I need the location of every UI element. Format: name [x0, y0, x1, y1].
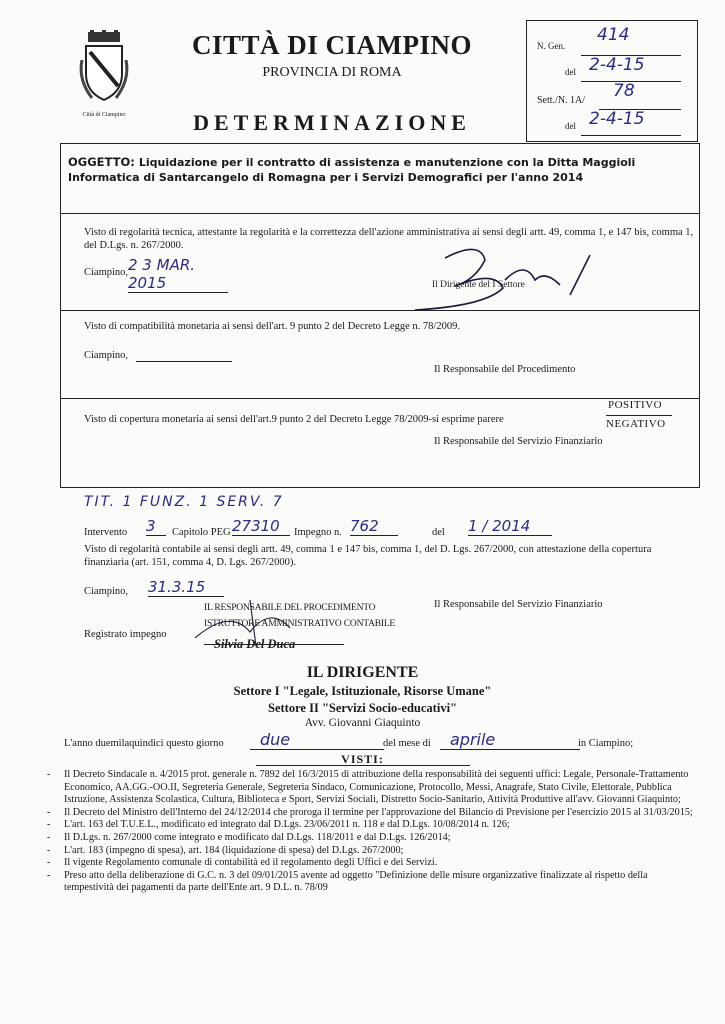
list-item: - L'art. 163 del T.U.E.L., modificato ed integrato dal D.Lgs. 23/06/2011 n. 118 e dal D.Lgs. 10/08/2014 n. 126; [47, 819, 510, 831]
compat-place: Ciampino, [84, 350, 129, 361]
tecnica-text: Visto di regolarità tecnica, attestante la regolarità e la correttezza dell'azione amministrativa ai sensi degli artt. 49, comma 1, e 147 bis, comma 1, del D.Lgs. n. 267/2000. [84, 227, 694, 251]
titolo-funzione-servizio: TIT. 1 FUNZ. 1 SERV. 7 [84, 494, 284, 510]
city-crest-logo [78, 30, 130, 108]
del1-label: del [565, 67, 576, 77]
capitolo-label: Capitolo PEG [172, 527, 231, 538]
list-item: - Preso atto della deliberazione di G.C. n. 3 del 09/01/2015 avente ad oggetto "Definizione delle misure organizzative finalizzate al rispetto della tempestività dei pagamenti da parte dell'Ente art. 9 D.L. n. 78/09 [47, 869, 648, 894]
del1-value: 2-4-15 [589, 55, 645, 75]
settore2: Settore II "Servizi Socio-educativi" [268, 701, 457, 715]
funzionario-signature [190, 598, 340, 650]
intervento-label: Intervento [84, 527, 128, 538]
giorno-value: due [250, 730, 384, 750]
mese-value: aprile [440, 730, 580, 750]
dirigente-signature [385, 240, 605, 320]
oggetto-text: Liquidazione per il contratto di assistenza e manutenzione con la Ditta Maggioli Informatica di Santarcangelo di Romagna per i Servizi Demografici per l'anno 2014 [68, 156, 636, 184]
avv-name: Avv. Giovanni Giaquinto [304, 717, 421, 729]
del2-label: del [565, 121, 576, 131]
tecnica-date: 2 3 MAR. 2015 [128, 256, 228, 293]
stamp-responsabile: IL RESPONSABILE DEL PROCEDIMENTO [204, 603, 376, 613]
impegno-label: Impegno n. [294, 527, 342, 538]
impegno-del-value: 1 / 2014 [468, 517, 552, 536]
registrato-impegno-label: Registrato impegno [84, 629, 167, 640]
intervento-value: 3 [146, 517, 166, 536]
contabile-signer: Il Responsabile del Servizio Finanziario [434, 599, 603, 610]
sett-value: 78 [613, 81, 635, 101]
list-item: - Il Decreto Sindacale n. 4/2015 prot. generale n. 7892 del 16/3/2015 di attribuzione della responsabilità dei seguenti uffici: Legale, Personale-Trattamento Economico, AA.GG.-OO.II, Segreteria Generale, Segreteria Sindaco, Comunicazione, Protocollo, Messi, Anagrafe, Stato Civile, Elettorale, Pubblica Istruzione, Assistenza Scolastica, Cultura, Biblioteca e Sport, Servizi Sociali, Distretto Socio-Sanitario, Attività Produttive all'avv. Giovanni Giaquinto; [47, 769, 689, 806]
contabile-date: 31.3.15 [148, 578, 224, 597]
oggetto-label: OGGETTO: [68, 155, 135, 169]
tecnica-signer: Il Dirigente del I Settore [432, 280, 525, 290]
del2-value: 2-4-15 [589, 109, 645, 129]
ngen-label: N. Gen. [537, 41, 566, 51]
luogo-text: in Ciampino; [578, 738, 634, 749]
registry-box [526, 20, 698, 142]
list-item: - Il vigente Regolamento comunale di contabilità ed il regolamento degli Uffici e dei Servizi. [47, 857, 438, 869]
contabile-place: Ciampino, [84, 586, 129, 597]
city-title: CITTÀ DI CIAMPINO [191, 30, 473, 60]
compat-text: Visto di compatibilità monetaria ai sensi dell'art. 9 punto 2 del Decreto Legge n. 78/2009. [84, 321, 460, 332]
copertura-signer: Il Responsabile del Servizio Finanziario [434, 436, 603, 447]
compat-signer: Il Responsabile del Procedimento [434, 364, 576, 375]
visti-label: VISTI: [341, 752, 384, 766]
list-item: - L'art. 183 (impegno di spesa), art. 184 (liquidazione di spesa) del D.Lgs. 267/2000; [47, 844, 404, 856]
document-type-title: DETERMINAZIONE [193, 110, 471, 135]
il-dirigente-title: IL DIRIGENTE [306, 664, 419, 681]
impegno-del-label: del [432, 527, 445, 538]
sett-label: Sett./N. 1A/ [537, 95, 586, 106]
tecnica-place: Ciampino, [84, 267, 129, 278]
list-item: - Il D.Lgs. n. 267/2000 come integrato e modificato dal D.Lgs. 118/2011 e dal D.Lgs. 126/2014; [47, 831, 451, 843]
list-item: - Il Decreto del Ministro dell'Interno del 24/12/2014 che proroga il termine per l'approvazione del Bilancio di Previsione per l'esercizio 2015 al 31/03/2015; [47, 806, 693, 818]
mese-label: del mese di [383, 738, 431, 749]
parere-positivo: POSITIVO [608, 399, 663, 411]
ngen-value: 414 [597, 25, 630, 45]
impegno-value: 762 [350, 517, 398, 536]
crest-caption: Città di Ciampino [82, 112, 126, 118]
capitolo-value: 27310 [232, 517, 290, 536]
settore1: Settore I "Legale, Istituzionale, Risorse Umane" [233, 684, 492, 698]
parere-negativo: NEGATIVO [606, 418, 666, 430]
stamp-istruttore: ISTRUTTORE AMMINISTRATIVO CONTABILE [204, 619, 396, 629]
copertura-text: Visto di copertura monetaria ai sensi dell'art.9 punto 2 del Decreto Legge 78/2009-si esprime parere [84, 414, 504, 425]
stamp-name: Silvia Del Duca [214, 637, 296, 651]
anno-text: L'anno duemilaquindici questo giorno [64, 738, 224, 749]
visti-list [47, 769, 698, 895]
province-title: PROVINCIA DI ROMA [262, 65, 402, 80]
contabile-text: Visto di regolarità contabile ai sensi degli artt. 49, comma 1 e 147 bis, comma 1, del D. Lgs. 267/2000, con attestazione della copertura finanziaria (art. 151, comma 4, D. Lgs. 267/2000). [84, 544, 652, 568]
oggetto [68, 155, 693, 185]
